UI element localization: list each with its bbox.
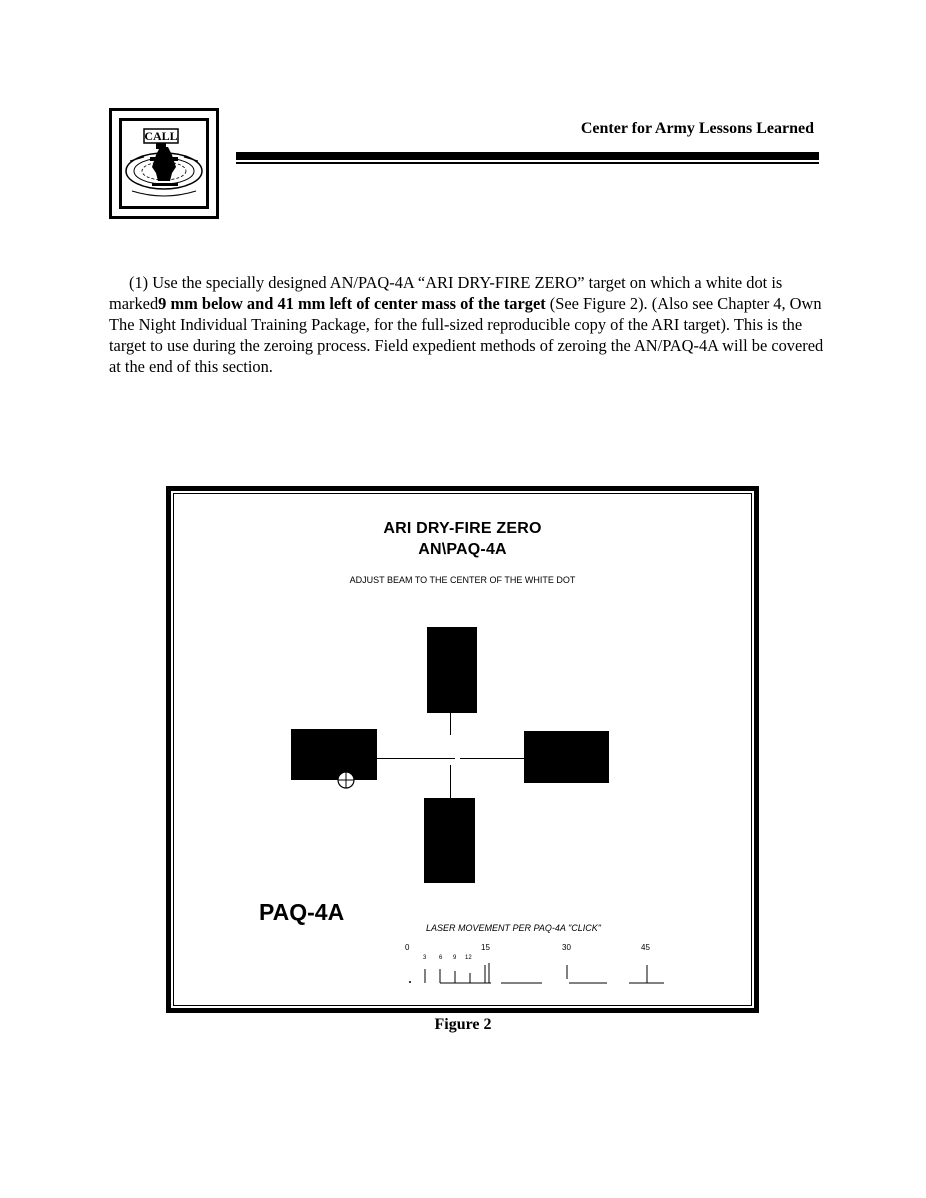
target-inner [173,493,752,1006]
target-top-stem [450,713,451,735]
laser-movement-label: LASER MOVEMENT PER PAQ-4A "CLICK" [426,923,601,933]
header-title: Center for Army Lessons Learned [580,120,814,137]
target-title-line2: AN\PAQ-4A [418,541,507,558]
target-right-stem [460,758,524,759]
paq-label: PAQ-4A [259,899,345,925]
target-top-block [427,627,477,713]
paragraph-bold: 9 mm below and 41 mm left of center mass of the target [158,294,546,313]
target-bottom-block [424,798,475,883]
laser-scale-ticks [399,949,689,989]
scale-label-45: 45 [641,943,650,952]
target-left-stem [377,758,455,759]
white-dot-icon [336,770,356,790]
scale-label-6: 6 [439,955,443,961]
target-bottom-stem [450,765,451,798]
paragraph-intro: (1) Use the specially designed AN/PAQ-4A “ARI DRY-FIRE ZERO” target on which a white dot is marked [109,273,783,313]
scale-label-0: 0 [405,943,410,952]
target-instruction: ADJUST BEAM TO THE CENTER OF THE WHITE DOT [349,575,576,585]
scale-label-15: 15 [481,943,490,952]
target-figure [166,486,759,1013]
target-right-block [524,731,609,783]
call-logo [109,108,219,219]
target-left-block [291,729,377,780]
call-logo-inner [119,118,209,209]
header-rule [236,152,819,164]
logo-text: CALL [144,129,178,143]
scale-label-9: 9 [453,955,457,961]
scale-label-30: 30 [562,943,571,952]
scale-label-12: 12 [465,955,472,961]
target-title-line1: ARI DRY-FIRE ZERO [383,520,542,537]
scale-label-3: 3 [423,955,427,961]
call-emblem-icon [122,121,206,206]
body-paragraph [109,272,829,377]
paragraph-rest: (See Figure 2). (Also see Chapter 4, Own The Night Individual Training Package, for the full-sized reproducible copy of the ARI target). This is the target to use during the zeroing process. Field expedient methods of zeroing the AN/PAQ-4A will be covered at the end of this section. [109,294,824,376]
figure-caption: Figure 2 [434,1016,492,1033]
